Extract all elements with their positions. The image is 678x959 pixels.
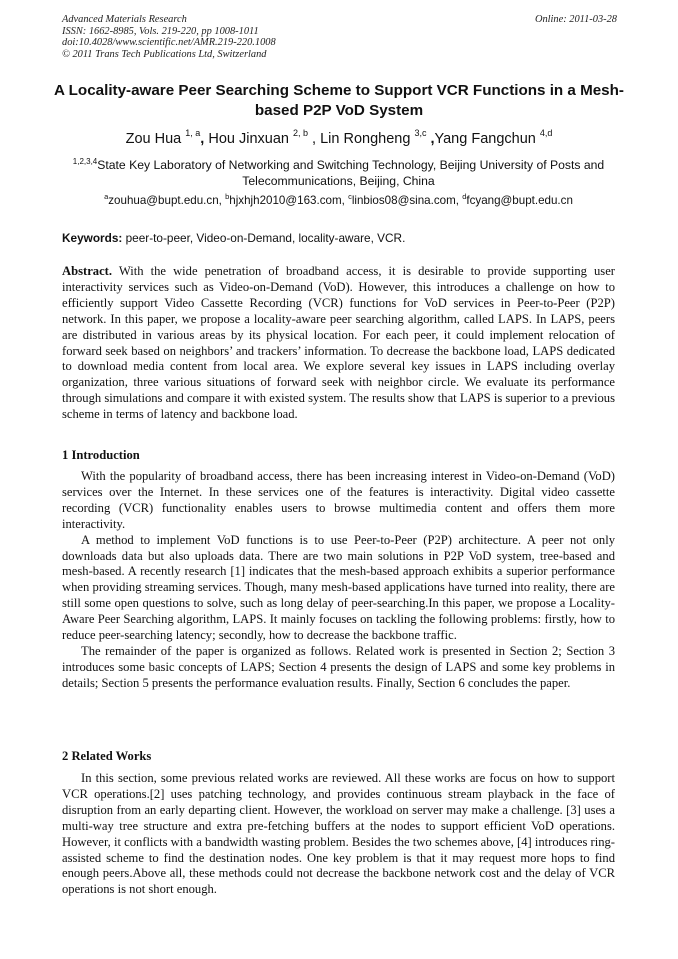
online-date: Online: 2011-03-28 [534, 14, 617, 25]
affiliation-superscript: 1,2,3,4 [72, 157, 98, 166]
abstract-text: With the wide penetration of broadband access, it is desirable to provide supporting user interactivity services such as Video-on-Demand (VoD). However, this introduces a challenge on how to efficiently support Video Cassette Recording (VCR) functions for VoD services in Peer-to-Peer (P2P) network. In this paper, we propose a locality-aware peer searching algorithm, called LAPS. In LAPS, peers are distributed in various areas by its physical location. For each peer, it could implement relocation of forward seek based on neighbors’ and trackers’ information. To decrease the backbone load, LAPS dedicated to download media content from local area. We explore several key issues in LAPS including overlay organization, three various situations of forward seek with neighbor circle. We evaluate its performance through simulations and compare it with existed system. The results show that LAPS is superior to a previous scheme in terms of latency and backbone load. [62, 264, 615, 422]
abstract [62, 264, 615, 423]
email-address: linbios08@sina.com, [351, 194, 459, 207]
email-address: hjxhjh2010@163.com, [229, 194, 345, 207]
email-list [62, 193, 615, 209]
affiliation-text: State Key Laboratory of Networking and Switching Technology, Beijing University of Posts and Telecommunications, Beijing, China [97, 158, 605, 188]
author-separator: , [308, 131, 317, 147]
journal-issn: ISSN: 1662-8985, Vols. 219-220, pp 1008-1011 [62, 25, 259, 37]
email-address: zouhua@bupt.edu.cn, [108, 194, 222, 207]
email-superscript: b [225, 192, 230, 201]
email-address: fcyang@bupt.edu.cn [466, 194, 573, 207]
email-superscript: a [104, 192, 109, 201]
author-superscript: 1, a [185, 128, 201, 138]
author-superscript: 4,d [539, 128, 553, 138]
keywords [62, 230, 615, 246]
paragraph: A method to implement VoD functions is to use Peer-to-Peer (P2P) architecture. A peer not only downloads data but also uploads data. There are two main solutions in P2P VoD system, tree-based and mesh-based. A recently research [1] indicates that the mesh-based approach exhibits a superior performance when providing streaming services. Though, many mesh-based applications have turned into reality, there are still some open questions to solve, such as long delay of peer-searching.In this paper, we propose a Locality-Aware Peer Searching algorithm, LAPS. It mainly focuses on tackling the following problems: firstly, how to reduce peer-searching latency; secondly, how to decrease the backbone traffic. [62, 532, 615, 643]
section-body-introduction [62, 469, 615, 692]
journal-doi: doi:10.4028/www.scientific.net/AMR.219-220.1008 [62, 37, 276, 49]
paragraph: The remainder of the paper is organized as follows. Related work is presented in Section 2; Section 3 introduces some basic concepts of LAPS; Section 4 presents the design of LAPS and some key problems in details; Section 5 presents the performance evaluation results. Finally, Section 6 concludes the paper. [62, 643, 615, 690]
author-name: Yang Fangchun [434, 131, 536, 147]
author-name: Zou Hua [125, 131, 182, 147]
author-separator: , [426, 131, 435, 147]
author-superscript: 3,c [414, 128, 427, 138]
keywords-text: peer-to-peer, Video-on-Demand, locality-aware, VCR. [125, 231, 406, 245]
author-list [40, 129, 638, 149]
journal-name: Advanced Materials Research [62, 14, 187, 25]
author-superscript: 2, b [292, 128, 308, 138]
author-name: Lin Rongheng [320, 131, 411, 147]
affiliation [62, 157, 615, 189]
section-heading-introduction: 1 Introduction [62, 448, 140, 462]
author-separator: , [200, 131, 205, 147]
journal-header [62, 14, 617, 60]
paragraph: In this section, some previous related works are reviewed. All these works are focus on how to support VCR operations.[2] uses patching technology, and provides continuous stream playback in the face of disruption from an early departing client. However, the workload on server may make a challenge. [3] uses a multi-way tree structure and extra pre-fetching buffers at the nodes to support efficient VoD operations. However, it conflicts with a bandwidth wasting problem. Besides the two schemes above, [4] introduces ring-assisted scheme to find the destination nodes. One key problem is that it may request more hops to find enough peers.Above all, these methods could not decrease the backbone network cost and the delay of VCR operations is not short enough. [62, 771, 615, 897]
section-heading-related-works: 2 Related Works [62, 749, 152, 763]
email-superscript: d [462, 192, 467, 201]
email-superscript: c [348, 192, 352, 201]
journal-copyright: © 2011 Trans Tech Publications Ltd, Switzerland [62, 48, 267, 60]
keywords-label: Keywords: [62, 231, 123, 245]
author-name: Hou Jinxuan [208, 131, 289, 147]
paper-title: A Locality-aware Peer Searching Scheme to Support VCR Functions in a Mesh-based P2P VoD System [54, 82, 624, 119]
paragraph: With the popularity of broadband access, there has been increasing interest in Video-on-Demand (VoD) services over the Internet. In these services one of the features is interactivity. Digital video cassette recording (VCR) functionality enables users to browse multimedia content and offers them more interactivity. [62, 469, 615, 531]
section-body-related-works [62, 771, 615, 898]
abstract-label: Abstract. [62, 264, 113, 278]
